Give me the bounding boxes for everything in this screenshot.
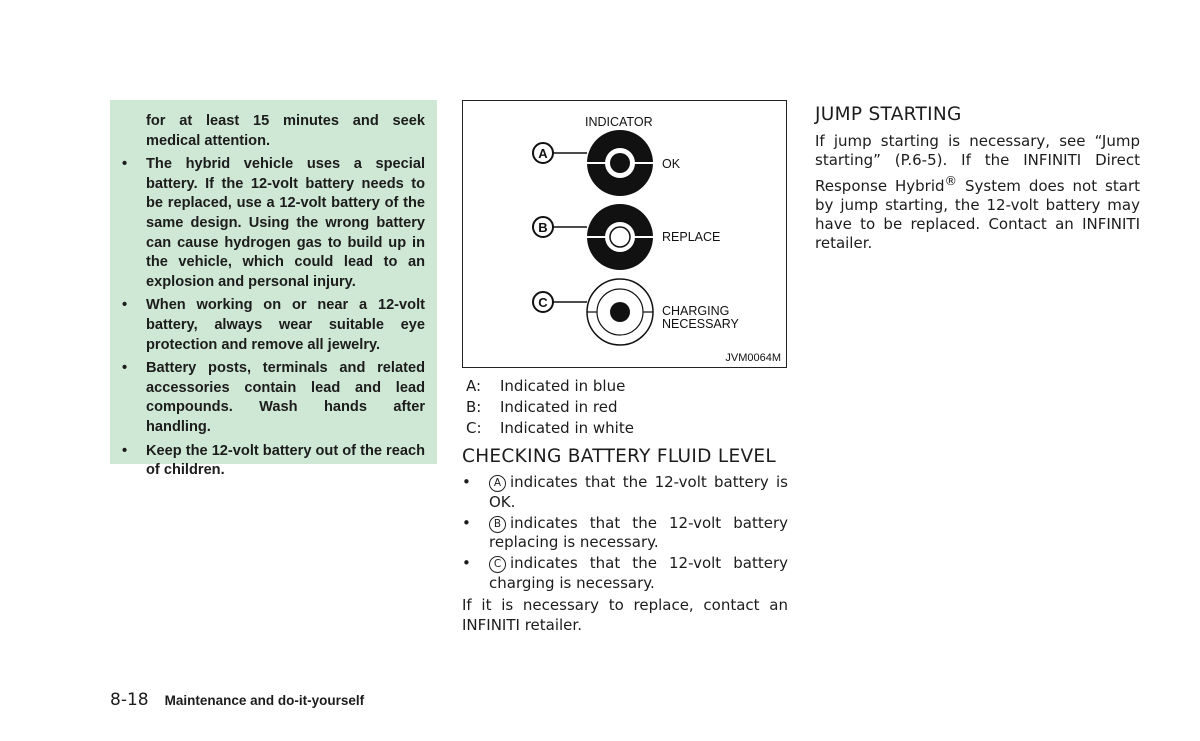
- warning-item: • Battery posts, terminals and related accessories contain lead and lead compounds. Wash hands after handling.: [122, 360, 425, 435]
- figure-header: INDICATOR: [585, 115, 653, 129]
- figure-code: JVM0064M: [725, 352, 781, 364]
- warning-list: [122, 155, 425, 481]
- bullet-icon: •: [122, 156, 128, 173]
- indicator-charging-label: CHARGING: [662, 304, 730, 318]
- warning-item: • Keep the 12-volt battery out of the reach of children.: [122, 442, 425, 479]
- warning-lead-text: for at least 15 minutes and seek medical attention.: [146, 113, 425, 149]
- checking-item: • C indicates that the 12-volt battery charging is necessary.: [462, 554, 788, 592]
- indicator-c-icon: [533, 279, 653, 345]
- legend-row: C: Indicated in white: [466, 419, 634, 437]
- section-title: Maintenance and do-it-yourself: [164, 693, 365, 708]
- indicator-diagram: [463, 101, 788, 369]
- svg-text:B: B: [538, 220, 548, 235]
- circled-letter-b-icon: B: [489, 516, 506, 533]
- jump-starting-paragraph: If jump starting is necessary, see “Jump starting” (P.6-5). If the INFINITI Direct Response Hybrid® System does not start by jump starting, the 12-volt battery may have to be replaced. Contact an INFINITI retailer.: [815, 132, 1140, 253]
- checking-item: • A indicates that the 12-volt battery is OK.: [462, 473, 788, 511]
- page-footer: [110, 690, 364, 710]
- battery-indicator-figure: [462, 100, 787, 368]
- indicator-legend: [466, 376, 634, 439]
- warning-item: • When working on or near a 12-volt battery, always wear suitable eye protection and remove all jewelry.: [122, 297, 425, 353]
- checking-paragraph: If it is necessary to replace, contact an INFINITI retailer.: [462, 596, 788, 634]
- jump-starting-heading: JUMP STARTING: [815, 104, 962, 125]
- warning-item: • The hybrid vehicle uses a special battery. If the 12-volt battery needs to be replaced, use a 12-volt battery of the same design. Using the wrong battery can cause hydrogen gas to build up in the vehicle, which could lead to an explosion and personal injury.: [122, 156, 425, 290]
- circled-letter-a-icon: A: [489, 475, 506, 492]
- bullet-icon: •: [462, 473, 471, 491]
- bullet-icon: •: [122, 297, 128, 314]
- bullet-icon: •: [462, 554, 471, 572]
- bullet-icon: •: [462, 513, 471, 532]
- indicator-replace-label: REPLACE: [662, 230, 721, 244]
- bullet-icon: •: [122, 442, 128, 459]
- indicator-ok-label: OK: [662, 157, 681, 171]
- svg-text:C: C: [538, 295, 548, 310]
- warning-box: [110, 100, 437, 479]
- registered-mark: ®: [944, 172, 958, 188]
- indicator-necessary-label: NECESSARY: [662, 317, 739, 331]
- checking-list: [462, 473, 788, 595]
- legend-row: B: Indicated in red: [466, 398, 618, 416]
- legend-row: A: Indicated in blue: [466, 377, 626, 395]
- bullet-icon: •: [122, 360, 128, 377]
- svg-text:A: A: [538, 146, 548, 161]
- checking-item: • B indicates that the 12-volt battery replacing is necessary.: [462, 513, 788, 551]
- indicator-a-icon: [533, 130, 653, 196]
- page-number: 8-18: [110, 690, 149, 710]
- circled-letter-c-icon: C: [489, 556, 506, 573]
- indicator-b-icon: [533, 204, 653, 270]
- checking-heading: CHECKING BATTERY FLUID LEVEL: [462, 446, 777, 467]
